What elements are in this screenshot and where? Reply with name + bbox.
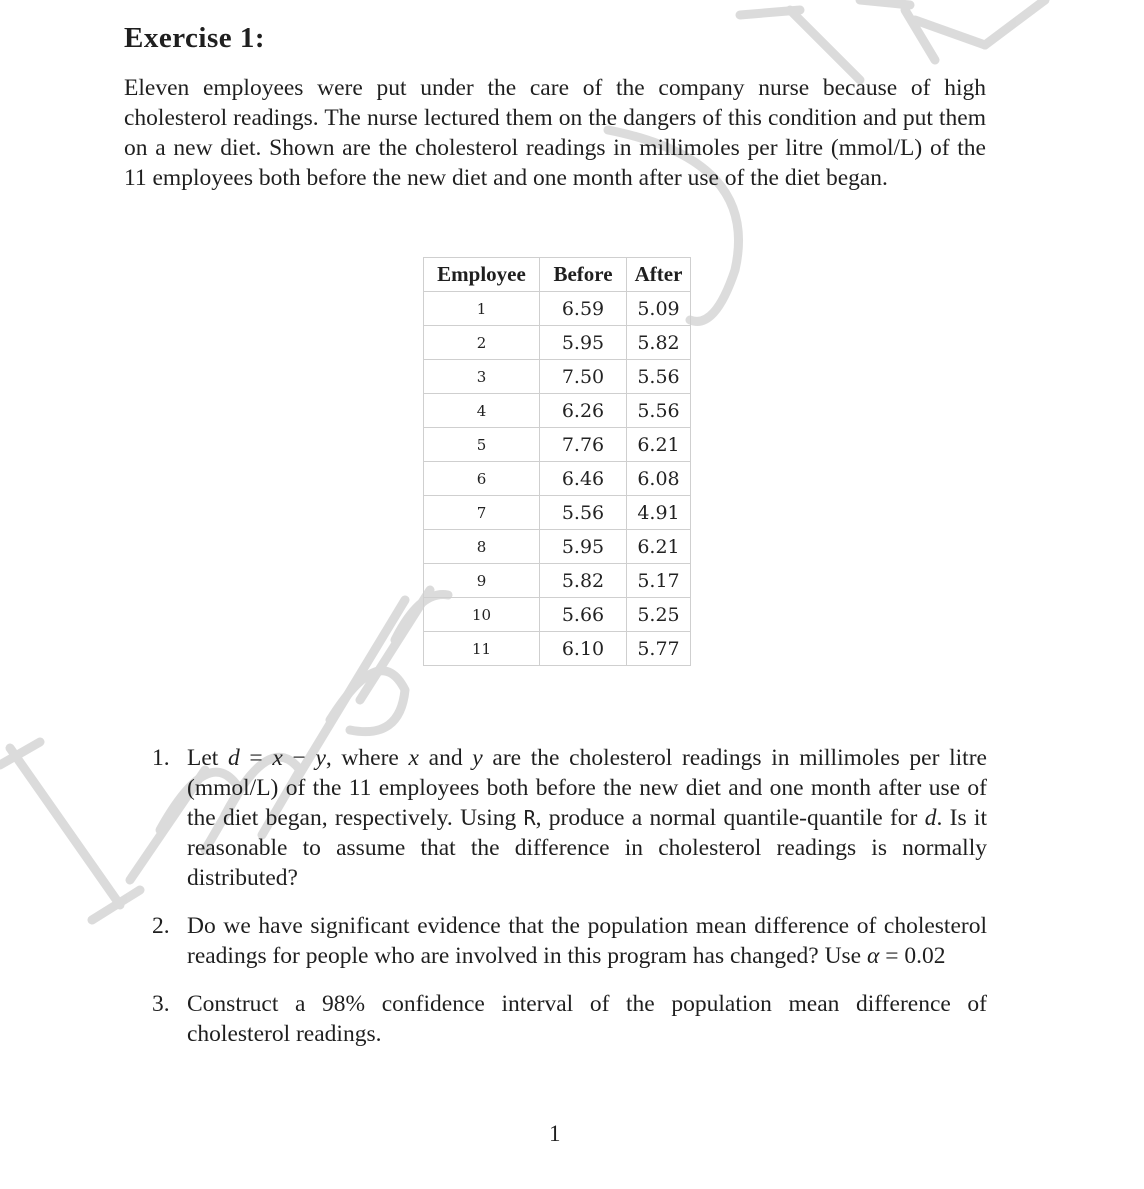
employee-cell: 6 — [424, 462, 540, 496]
exercise-title: Exercise 1: — [124, 22, 266, 54]
before-cell: 5.95 — [540, 530, 627, 564]
table-row — [424, 326, 691, 360]
question-number: 3. — [152, 991, 170, 1017]
before-cell: 5.95 — [540, 326, 627, 360]
table-row — [424, 394, 691, 428]
question-number: 1. — [152, 745, 170, 771]
after-cell: 5.77 — [627, 632, 691, 666]
after-cell: 5.17 — [627, 564, 691, 598]
table-row — [424, 292, 691, 326]
column-header-after: After — [627, 258, 691, 292]
intro-paragraph: Eleven employees were put under the care of the company nurse because of high cholesterol readings. The nurse lectured them on the dangers of this condition and put them on a new diet. Shown are the cholesterol readings in millimoles per litre (mmol/L) of the 11 employees both before the new diet and one month after use of the diet began. — [124, 75, 986, 191]
before-cell: 7.76 — [540, 428, 627, 462]
after-cell: 4.91 — [627, 496, 691, 530]
table-row — [424, 428, 691, 462]
before-cell: 5.66 — [540, 598, 627, 632]
after-cell: 5.09 — [627, 292, 691, 326]
before-cell: 6.10 — [540, 632, 627, 666]
after-cell: 6.21 — [627, 530, 691, 564]
table-row — [424, 496, 691, 530]
after-cell: 5.25 — [627, 598, 691, 632]
question-item-2 — [152, 911, 987, 971]
question-text: Construct a 98% confidence interval of the population mean difference of cholesterol readings. — [187, 991, 987, 1047]
before-cell: 6.26 — [540, 394, 627, 428]
employee-cell: 1 — [424, 292, 540, 326]
question-text: Do we have significant evidence that the population mean difference of cholesterol readings for people who are involved in this program has changed? Use α = 0.02 — [187, 913, 987, 969]
table-row — [424, 598, 691, 632]
employee-cell: 4 — [424, 394, 540, 428]
question-item-1 — [152, 743, 987, 893]
question-number: 2. — [152, 913, 170, 939]
column-header-before: Before — [540, 258, 627, 292]
employee-cell: 7 — [424, 496, 540, 530]
before-cell: 5.56 — [540, 496, 627, 530]
employee-cell: 8 — [424, 530, 540, 564]
employee-cell: 2 — [424, 326, 540, 360]
after-cell: 5.82 — [627, 326, 691, 360]
question-text: Let d = x − y, where x and y are the cholesterol readings in millimoles per litre (mmol/L) of the 11 employees both before the new diet and one month after use of the diet began, respectively. Using R, produce a normal quantile-quantile for d. Is it reasonable to assume that the difference in cholesterol readings is normally distributed? — [187, 745, 987, 891]
table-row — [424, 462, 691, 496]
after-cell: 5.56 — [627, 360, 691, 394]
employee-cell: 3 — [424, 360, 540, 394]
after-cell: 6.08 — [627, 462, 691, 496]
employee-cell: 10 — [424, 598, 540, 632]
page-number: 1 — [549, 1121, 561, 1146]
column-header-employee: Employee — [424, 258, 540, 292]
before-cell: 6.46 — [540, 462, 627, 496]
table-row — [424, 530, 691, 564]
employee-cell: 5 — [424, 428, 540, 462]
employee-cell: 11 — [424, 632, 540, 666]
cholesterol-table — [423, 257, 691, 666]
table-row — [424, 564, 691, 598]
table-header-row — [424, 258, 691, 292]
employee-cell: 9 — [424, 564, 540, 598]
before-cell: 6.59 — [540, 292, 627, 326]
after-cell: 6.21 — [627, 428, 691, 462]
question-list — [152, 743, 987, 1067]
question-item-3 — [152, 989, 987, 1049]
after-cell: 5.56 — [627, 394, 691, 428]
before-cell: 5.82 — [540, 564, 627, 598]
before-cell: 7.50 — [540, 360, 627, 394]
table-row — [424, 632, 691, 666]
table-row — [424, 360, 691, 394]
